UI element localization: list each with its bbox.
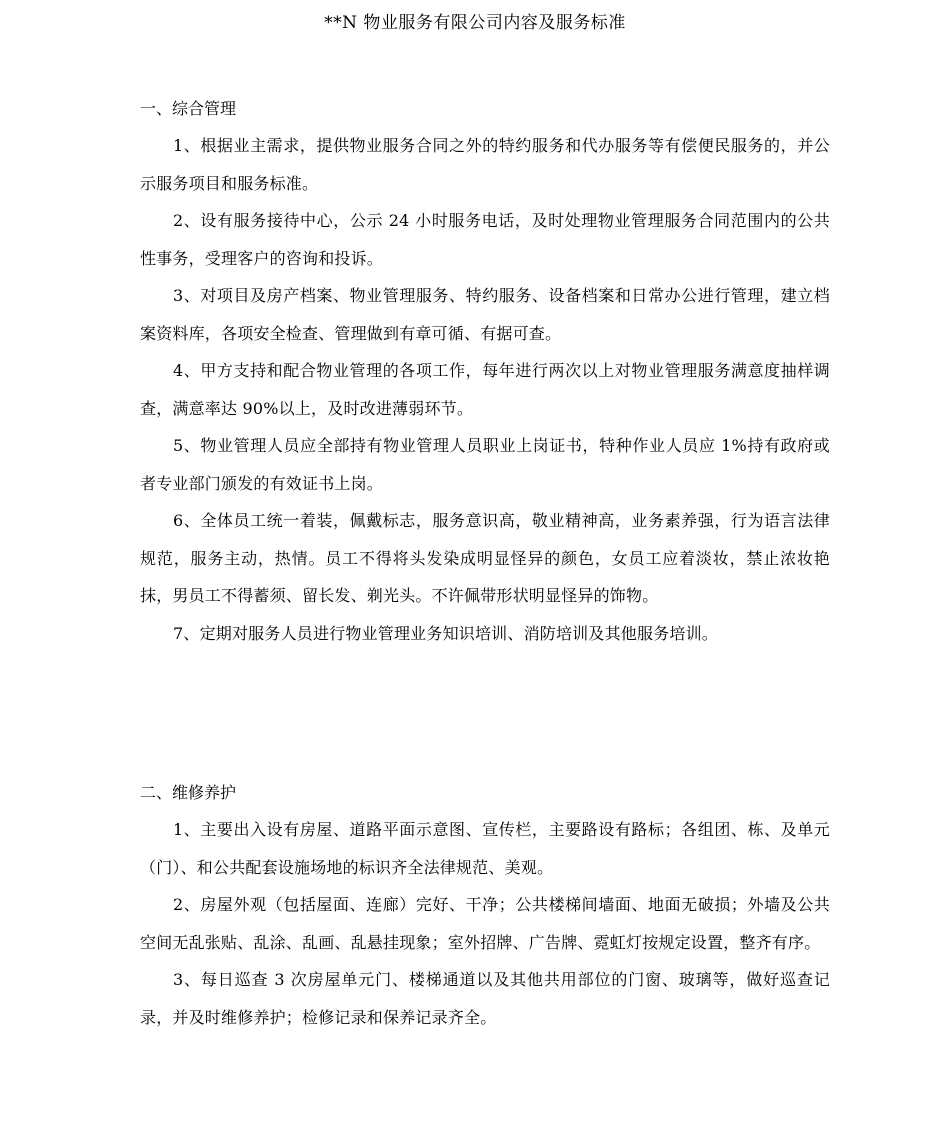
paragraph: 3、每日巡查 3 次房屋单元门、楼梯通道以及其他共用部位的门窗、玻璃等，做好巡查记录，并及时维修养护；检修记录和保养记录齐全。 xyxy=(140,970,830,1027)
paragraph: 2、房屋外观（包括屋面、连廊）完好、干净；公共楼梯间墙面、地面无破损；外墙及公共空间无乱张贴、乱涂、乱画、乱悬挂现象；室外招牌、广告牌、霓虹灯按规定设置，整齐有序。 xyxy=(140,895,830,952)
paragraph: 2、设有服务接待中心，公示 24 小时服务电话，及时处理物业管理服务合同范围内的公共性事务，受理客户的咨询和投诉。 xyxy=(140,211,830,268)
paragraph: 1、主要出入设有房屋、道路平面示意图、宣传栏，主要路设有路标；各组团、栋、及单元（门）、和公共配套设施场地的标识齐全法律规范、美观。 xyxy=(140,820,830,877)
section-heading: 二、维修养护 xyxy=(140,783,237,802)
section-maintenance xyxy=(140,780,830,1036)
paragraph: 5、物业管理人员应全部持有物业管理人员职业上岗证书，特种作业人员应 1%持有政府或者专业部门颁发的有效证书上岗。 xyxy=(140,436,830,493)
paragraph: 3、对项目及房产档案、物业管理服务、特约服务、设备档案和日常办公进行管理，建立档案资料库，各项安全检查、管理做到有章可循、有据可查。 xyxy=(140,286,830,343)
section-heading: 一、综合管理 xyxy=(140,99,237,118)
paragraph: 4、甲方支持和配合物业管理的各项工作，每年进行两次以上对物业管理服务满意度抽样调查，满意率达 90%以上，及时改进薄弱环节。 xyxy=(140,361,830,418)
paragraph: 6、全体员工统一着装，佩戴标志，服务意识高，敬业精神高，业务素养强，行为语言法律规范，服务主动，热情。员工不得将头发染成明显怪异的颜色，女员工应着淡妆，禁止浓妆艳抹，男员工不得蓄须、留长发、剃光头。不许佩带形状明显怪异的饰物。 xyxy=(140,511,830,605)
paragraph: 7、定期对服务人员进行物业管理业务知识培训、消防培训及其他服务培训。 xyxy=(173,623,718,643)
paragraph: 1、根据业主需求，提供物业服务合同之外的特约服务和代办服务等有偿便民服务的，并公示服务项目和服务标准。 xyxy=(140,136,830,193)
section-general-management xyxy=(140,96,830,652)
document-title: **N 物业服务有限公司内容及服务标准 xyxy=(324,13,626,33)
